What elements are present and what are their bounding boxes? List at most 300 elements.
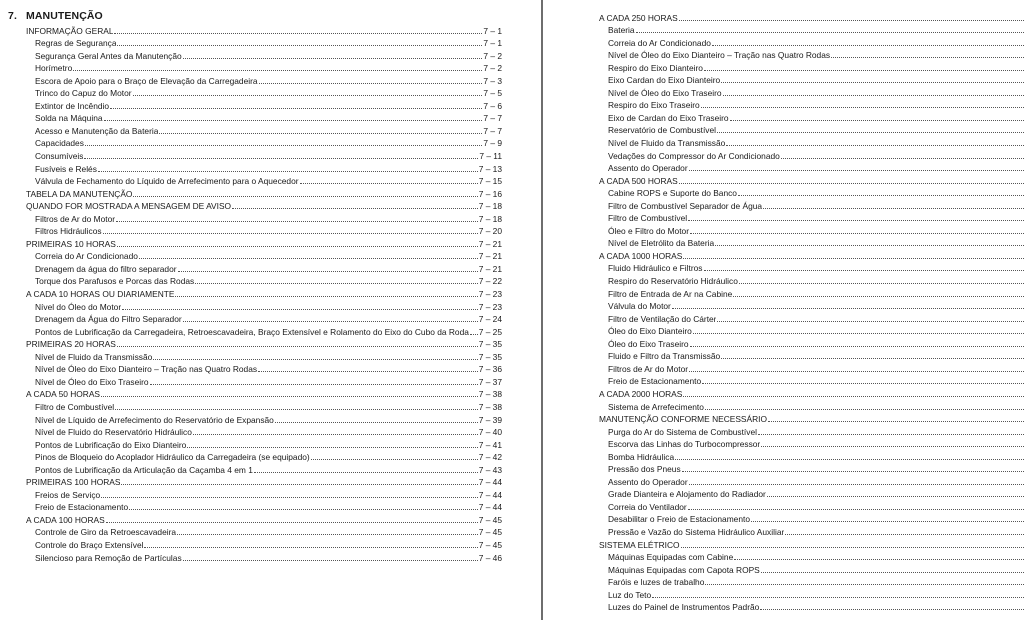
toc-entry[interactable] bbox=[26, 537, 502, 550]
dot-leader bbox=[723, 95, 1024, 96]
dot-leader bbox=[768, 421, 1024, 422]
dot-leader bbox=[734, 559, 1024, 560]
toc-page-number: 7 – 45 bbox=[478, 527, 502, 538]
toc-entry-label: Drenagem da Água do Filtro Separador bbox=[35, 314, 182, 325]
dot-leader bbox=[683, 258, 1024, 259]
toc-section-entry[interactable] bbox=[26, 387, 502, 400]
dot-leader bbox=[689, 484, 1024, 485]
toc-entry-label: Bateria bbox=[608, 25, 635, 36]
toc-entry[interactable] bbox=[26, 36, 502, 49]
dot-leader bbox=[254, 472, 478, 473]
dot-leader bbox=[690, 346, 1024, 347]
toc-entry-label: Óleo do Eixo Traseiro bbox=[608, 338, 689, 349]
toc-entry-label: Controle do Braço Extensível bbox=[35, 539, 144, 550]
dot-leader bbox=[682, 471, 1024, 472]
dot-leader bbox=[672, 308, 1024, 309]
toc-entry[interactable] bbox=[599, 60, 1024, 73]
toc-entry[interactable] bbox=[599, 98, 1024, 111]
toc-page-number: 7 – 21 bbox=[478, 251, 502, 262]
dot-leader bbox=[133, 196, 477, 197]
toc-entry[interactable] bbox=[26, 412, 502, 425]
dot-leader bbox=[133, 95, 483, 96]
toc-section-entry[interactable] bbox=[599, 537, 1024, 550]
toc-entry-label: Correia do Ar Condicionado bbox=[608, 37, 711, 48]
toc-section-entry[interactable] bbox=[26, 23, 502, 36]
toc-entry-label: Pontos de Lubrificação do Eixo Dianteiro bbox=[35, 439, 187, 450]
toc-entry-label: Filtro de Combustível bbox=[608, 213, 688, 224]
dot-leader bbox=[114, 33, 482, 34]
toc-entry[interactable] bbox=[26, 61, 502, 74]
toc-entry[interactable] bbox=[26, 462, 502, 475]
toc-entry[interactable] bbox=[599, 186, 1024, 199]
dot-leader bbox=[717, 132, 1024, 133]
toc-entry[interactable] bbox=[26, 362, 502, 375]
dot-leader bbox=[139, 258, 478, 259]
toc-entry-label: Torque dos Parafusos e Porcas das Rodas bbox=[35, 276, 195, 287]
toc-entry-label: Segurança Geral Antes da Manutenção bbox=[35, 50, 182, 61]
dot-leader bbox=[726, 145, 1024, 146]
toc-entry-label: Nível de Fluido do Reservatório Hidráulico bbox=[35, 427, 192, 438]
toc-entry-label: Nível de Óleo do Eixo Dianteiro – Tração nas Quatro Rodas bbox=[35, 364, 258, 375]
toc-entry[interactable] bbox=[599, 449, 1024, 462]
toc-page-number: 7 – 37 bbox=[478, 376, 502, 387]
toc-entry-label: Pressão e Vazão do Sistema Hidráulico Auxiliar bbox=[608, 526, 785, 537]
toc-entry[interactable] bbox=[26, 161, 502, 174]
dot-leader bbox=[688, 509, 1024, 510]
dot-leader bbox=[117, 246, 478, 247]
dot-leader bbox=[275, 422, 478, 423]
toc-entry-label: Bomba Hidráulica bbox=[608, 451, 675, 462]
toc-entry-label: Controle de Giro da Retroescavadeira bbox=[35, 527, 177, 538]
dot-leader bbox=[470, 334, 478, 335]
chapter-heading bbox=[8, 10, 103, 22]
toc-entry[interactable] bbox=[599, 524, 1024, 537]
toc-entry[interactable] bbox=[599, 135, 1024, 148]
dot-leader bbox=[104, 120, 483, 121]
toc-entry[interactable] bbox=[599, 487, 1024, 500]
dot-leader bbox=[175, 296, 477, 297]
toc-entry-label: Escorva das Linhas do Turbocompressor bbox=[608, 439, 761, 450]
toc-entry[interactable] bbox=[26, 274, 502, 287]
toc-section-entry[interactable] bbox=[599, 248, 1024, 261]
toc-page-number: 7 – 18 bbox=[478, 201, 502, 212]
toc-entry[interactable] bbox=[26, 324, 502, 337]
toc-entry-label: Solda na Máquina bbox=[35, 113, 103, 124]
toc-entry-label: Filtros de Ar do Motor bbox=[608, 363, 689, 374]
toc-entry-label: Nível de Fluido da Transmissão bbox=[608, 138, 726, 149]
toc-entry-label: Óleo do Eixo Dianteiro bbox=[608, 326, 692, 337]
toc-entry[interactable] bbox=[599, 512, 1024, 525]
toc-section-entry[interactable] bbox=[599, 386, 1024, 399]
dot-leader bbox=[101, 396, 478, 397]
toc-entry-label: Óleo e Filtro do Motor bbox=[608, 225, 689, 236]
toc-entry-label: Assento do Operador bbox=[608, 476, 688, 487]
dot-leader bbox=[761, 572, 1024, 573]
toc-page-number: 7 – 39 bbox=[478, 414, 502, 425]
toc-page-number: 7 – 44 bbox=[478, 502, 502, 513]
toc-entry[interactable] bbox=[599, 211, 1024, 224]
dot-leader bbox=[689, 170, 1024, 171]
dot-leader bbox=[636, 32, 1024, 33]
toc-entry[interactable] bbox=[599, 336, 1024, 349]
dot-leader bbox=[831, 57, 1024, 58]
toc-entry-label: A CADA 50 HORAS bbox=[26, 389, 101, 400]
toc-entry-label: A CADA 100 HORAS bbox=[26, 514, 105, 525]
dot-leader bbox=[652, 597, 1024, 598]
toc-entry[interactable] bbox=[26, 148, 502, 161]
toc-entry[interactable] bbox=[26, 86, 502, 99]
toc-entry[interactable] bbox=[599, 600, 1024, 613]
toc-page-number: 7 – 44 bbox=[478, 477, 502, 488]
toc-entry[interactable] bbox=[26, 211, 502, 224]
toc-entry-label: Faróis e luzes de trabalho bbox=[608, 577, 705, 588]
toc-entry[interactable] bbox=[26, 437, 502, 450]
toc-entry[interactable] bbox=[26, 450, 502, 463]
toc-entry[interactable] bbox=[599, 399, 1024, 412]
toc-entry[interactable] bbox=[599, 35, 1024, 48]
toc-page-number: 7 – 11 bbox=[479, 151, 502, 162]
toc-page-number: 7 – 1 bbox=[483, 38, 502, 49]
toc-entry[interactable] bbox=[599, 299, 1024, 312]
toc-entry-label: Sistema de Arrefecimento bbox=[608, 401, 704, 412]
dot-leader bbox=[117, 45, 482, 46]
toc-section-entry[interactable] bbox=[26, 475, 502, 488]
dot-leader bbox=[675, 459, 1024, 460]
dot-leader bbox=[129, 509, 478, 510]
dot-leader bbox=[704, 70, 1024, 71]
dot-leader bbox=[259, 83, 483, 84]
dot-leader bbox=[767, 496, 1024, 497]
toc-entry[interactable] bbox=[599, 349, 1024, 362]
toc-entry[interactable] bbox=[599, 311, 1024, 324]
toc-entry-label: Respiro do Eixo Traseiro bbox=[608, 100, 700, 111]
toc-entry-label: A CADA 500 HORAS bbox=[599, 175, 678, 186]
toc-page-number: 7 – 1 bbox=[483, 25, 502, 36]
dot-leader bbox=[715, 245, 1024, 246]
toc-page-number: 7 – 7 bbox=[483, 113, 502, 124]
dot-leader bbox=[187, 447, 477, 448]
toc-entry[interactable] bbox=[599, 85, 1024, 98]
toc-page-number: 7 – 22 bbox=[478, 276, 502, 287]
toc-entry[interactable] bbox=[599, 499, 1024, 512]
toc-entry-label: INFORMAÇÃO GERAL bbox=[26, 25, 114, 36]
toc-entry-label: A CADA 10 HORAS OU DIARIAMENTE bbox=[26, 289, 175, 300]
dot-leader bbox=[702, 383, 1024, 384]
toc-entry-label: Purga do Ar do Sistema de Combustível bbox=[608, 426, 757, 437]
toc-entry[interactable] bbox=[599, 23, 1024, 36]
toc-entry-label: TABELA DA MANUTENÇÃO bbox=[26, 188, 133, 199]
toc-entry[interactable] bbox=[599, 437, 1024, 450]
dot-leader bbox=[781, 158, 1024, 159]
toc-entry-label: A CADA 1000 HORAS bbox=[599, 250, 683, 261]
dot-leader bbox=[178, 271, 478, 272]
dot-leader bbox=[689, 371, 1024, 372]
toc-entry-label: Filtro de Combustível Separador de Água bbox=[608, 200, 763, 211]
toc-entry[interactable] bbox=[599, 223, 1024, 236]
toc-page-number: 7 – 45 bbox=[478, 514, 502, 525]
dot-leader bbox=[730, 120, 1024, 121]
toc-entry[interactable] bbox=[599, 148, 1024, 161]
toc-entry-label: Nível de Óleo do Eixo Traseiro bbox=[35, 376, 149, 387]
toc-entry-label: Luzes do Painel de Instrumentos Padrão bbox=[608, 602, 760, 613]
toc-entry[interactable] bbox=[599, 273, 1024, 286]
toc-entry-label: PRIMEIRAS 10 HORAS bbox=[26, 238, 116, 249]
dot-leader bbox=[101, 497, 478, 498]
toc-entry-label: Cabine ROPS e Suporte do Banco bbox=[608, 188, 737, 199]
toc-entry[interactable] bbox=[599, 424, 1024, 437]
right-toc-list bbox=[599, 10, 1024, 612]
right-page bbox=[543, 0, 1024, 620]
toc-entry-label: Correia do Ar Condicionado bbox=[35, 251, 138, 262]
toc-entry-label: Correia do Ventilador bbox=[608, 501, 687, 512]
toc-page-number: 7 – 18 bbox=[478, 213, 502, 224]
toc-entry[interactable] bbox=[26, 349, 502, 362]
toc-entry[interactable] bbox=[599, 575, 1024, 588]
toc-page-number: 7 – 7 bbox=[483, 125, 502, 136]
toc-entry-label: Trinco do Capuz do Motor bbox=[35, 88, 132, 99]
toc-entry[interactable] bbox=[599, 110, 1024, 123]
toc-entry[interactable] bbox=[26, 399, 502, 412]
toc-page-number: 7 – 40 bbox=[478, 427, 502, 438]
toc-entry[interactable] bbox=[26, 299, 502, 312]
toc-entry-label: Extintor de Incêndio bbox=[35, 100, 110, 111]
toc-page-number: 7 – 6 bbox=[483, 100, 502, 111]
dot-leader bbox=[177, 534, 478, 535]
toc-entry-label: Nível de Fluido da Transmissão bbox=[35, 351, 153, 362]
toc-page-number: 7 – 35 bbox=[478, 339, 502, 350]
dot-leader bbox=[738, 195, 1024, 196]
toc-entry-label: Válvula do Motor bbox=[608, 301, 671, 312]
toc-entry-label: Regras de Segurança bbox=[35, 38, 117, 49]
toc-page-number: 7 – 3 bbox=[483, 75, 502, 86]
toc-entry-label: Filtro de Entrada de Ar na Cabine bbox=[608, 288, 733, 299]
toc-entry[interactable] bbox=[599, 587, 1024, 600]
toc-entry-label: Eixo Cardan do Eixo Dianteiro bbox=[608, 75, 721, 86]
dot-leader bbox=[183, 58, 483, 59]
toc-page-number: 7 – 43 bbox=[478, 464, 502, 475]
toc-page-number: 7 – 20 bbox=[478, 226, 502, 237]
toc-entry[interactable] bbox=[26, 98, 502, 111]
dot-leader bbox=[122, 309, 478, 310]
dot-leader bbox=[103, 233, 478, 234]
dot-leader bbox=[712, 45, 1024, 46]
dot-leader bbox=[760, 609, 1024, 610]
dot-leader bbox=[258, 371, 478, 372]
toc-entry-label: Escora de Apoio para o Braço de Elevação da Carregadeira bbox=[35, 75, 258, 86]
toc-entry[interactable] bbox=[599, 324, 1024, 337]
dot-leader bbox=[739, 283, 1024, 284]
toc-entry-label: Fluido Hidráulico e Filtros bbox=[608, 263, 703, 274]
toc-entry[interactable] bbox=[26, 123, 502, 136]
dot-leader bbox=[84, 158, 478, 159]
toc-page-number: 7 – 35 bbox=[478, 351, 502, 362]
dot-leader bbox=[183, 560, 478, 561]
toc-entry-label: Respiro do Eixo Dianteiro bbox=[608, 62, 703, 73]
toc-section-entry[interactable] bbox=[599, 173, 1024, 186]
toc-page-number: 7 – 5 bbox=[483, 88, 502, 99]
toc-entry[interactable] bbox=[599, 73, 1024, 86]
toc-page-number: 7 – 36 bbox=[478, 364, 502, 375]
toc-entry-label: Máquinas Equipadas com Cabine bbox=[608, 552, 734, 563]
toc-page-number: 7 – 45 bbox=[478, 539, 502, 550]
toc-entry-label: Eixo de Cardan do Eixo Traseiro bbox=[608, 112, 729, 123]
toc-entry[interactable] bbox=[599, 123, 1024, 136]
toc-entry-label: Freio de Estacionamento bbox=[35, 502, 129, 513]
dot-leader bbox=[110, 108, 482, 109]
toc-section-entry[interactable] bbox=[26, 186, 502, 199]
toc-entry-label: Fluido e Filtro da Transmissão bbox=[608, 351, 721, 362]
toc-page-number: 7 – 24 bbox=[478, 314, 502, 325]
dot-leader bbox=[721, 358, 1024, 359]
toc-section-entry[interactable] bbox=[26, 286, 502, 299]
dot-leader bbox=[681, 547, 1024, 548]
dot-leader bbox=[758, 434, 1024, 435]
toc-section-entry[interactable] bbox=[26, 199, 502, 212]
toc-entry-label: Reservatório de Combustível bbox=[608, 125, 716, 136]
dot-leader bbox=[144, 547, 477, 548]
toc-page-number: 7 – 41 bbox=[478, 439, 502, 450]
toc-page-number: 7 – 2 bbox=[483, 63, 502, 74]
toc-entry-label: PRIMEIRAS 100 HORAS bbox=[26, 477, 121, 488]
toc-entry[interactable] bbox=[26, 136, 502, 149]
toc-entry[interactable] bbox=[26, 174, 502, 187]
toc-entry-label: Filtro de Combustível bbox=[35, 401, 115, 412]
toc-entry[interactable] bbox=[599, 462, 1024, 475]
toc-entry-label: Filtros de Ar do Motor bbox=[35, 213, 116, 224]
dot-leader bbox=[683, 396, 1024, 397]
toc-entry[interactable] bbox=[26, 487, 502, 500]
toc-section-entry[interactable] bbox=[26, 236, 502, 249]
toc-entry[interactable] bbox=[599, 236, 1024, 249]
toc-entry[interactable] bbox=[26, 550, 502, 563]
toc-entry[interactable] bbox=[599, 374, 1024, 387]
toc-entry[interactable] bbox=[26, 525, 502, 538]
toc-entry[interactable] bbox=[599, 361, 1024, 374]
dot-leader bbox=[701, 107, 1024, 108]
dot-leader bbox=[183, 321, 478, 322]
dot-leader bbox=[195, 283, 477, 284]
toc-page-number: 7 – 23 bbox=[478, 301, 502, 312]
toc-entry-label: Pressão dos Pneus bbox=[608, 464, 681, 475]
toc-entry-label: Filtro de Ventilação do Cárter bbox=[608, 313, 717, 324]
toc-page-number: 7 – 23 bbox=[478, 289, 502, 300]
toc-entry-label: Consumíveis bbox=[35, 151, 84, 162]
toc-page-number: 7 – 42 bbox=[478, 452, 502, 463]
dot-leader bbox=[688, 220, 1024, 221]
toc-entry-label: PRIMEIRAS 20 HORAS bbox=[26, 339, 116, 350]
toc-entry-label: Silencioso para Remoção de Partículas bbox=[35, 552, 182, 563]
dot-leader bbox=[705, 584, 1024, 585]
toc-entry[interactable] bbox=[26, 374, 502, 387]
dot-leader bbox=[117, 346, 478, 347]
toc-entry[interactable] bbox=[26, 249, 502, 262]
toc-page-number: 7 – 9 bbox=[483, 138, 502, 149]
toc-page-number: 7 – 46 bbox=[478, 552, 502, 563]
toc-entry[interactable] bbox=[599, 48, 1024, 61]
toc-section-entry[interactable] bbox=[599, 412, 1024, 425]
toc-entry-label: Freios de Serviço bbox=[35, 489, 101, 500]
dot-leader bbox=[763, 208, 1024, 209]
dot-leader bbox=[300, 183, 478, 184]
dot-leader bbox=[232, 208, 478, 209]
dot-leader bbox=[751, 521, 1024, 522]
toc-entry-label: SISTEMA ELÉTRICO bbox=[599, 539, 680, 550]
dot-leader bbox=[311, 459, 478, 460]
dot-leader bbox=[116, 221, 478, 222]
dot-leader bbox=[679, 20, 1024, 21]
toc-entry[interactable] bbox=[26, 312, 502, 325]
toc-page-number: 7 – 21 bbox=[478, 263, 502, 274]
toc-entry-label: Luz do Teto bbox=[608, 589, 652, 600]
dot-leader bbox=[693, 333, 1024, 334]
toc-entry[interactable] bbox=[26, 73, 502, 86]
toc-entry-label: Válvula de Fechamento do Líquido de Arrefecimento para o Aquecedor bbox=[35, 176, 299, 187]
toc-entry-label: Assento do Operador bbox=[608, 163, 688, 174]
dot-leader bbox=[121, 484, 477, 485]
dot-leader bbox=[721, 82, 1024, 83]
toc-entry-label: A CADA 250 HORAS bbox=[599, 12, 678, 23]
toc-entry-label: Fusíveis e Relés bbox=[35, 163, 97, 174]
dot-leader bbox=[73, 70, 482, 71]
toc-entry-label: Desabilitar o Freio de Estacionamento bbox=[608, 514, 750, 525]
dot-leader bbox=[115, 409, 478, 410]
toc-entry[interactable] bbox=[26, 261, 502, 274]
toc-entry-label: Acesso e Manutenção da Bateria bbox=[35, 125, 159, 136]
dot-leader bbox=[153, 359, 477, 360]
toc-entry[interactable] bbox=[26, 111, 502, 124]
toc-section-entry[interactable] bbox=[26, 512, 502, 525]
toc-entry[interactable] bbox=[599, 161, 1024, 174]
toc-entry-label: Nível de Eletrólito da Bateria bbox=[608, 238, 715, 249]
toc-entry-label: Filtros Hidráulicos bbox=[35, 226, 102, 237]
toc-page-number: 7 – 44 bbox=[478, 489, 502, 500]
dot-leader bbox=[98, 171, 478, 172]
toc-entry-label: Freio de Estacionamento bbox=[608, 376, 702, 387]
toc-entry-label: Respiro do Reservatório Hidráulico bbox=[608, 276, 738, 287]
toc-section-entry[interactable] bbox=[599, 10, 1024, 23]
toc-entry-label: Nível de Líquido de Arrefecimento do Reservatório de Expansão bbox=[35, 414, 274, 425]
toc-entry-label: Nível do Óleo do Motor bbox=[35, 301, 122, 312]
toc-entry[interactable] bbox=[599, 286, 1024, 299]
toc-page-number: 7 – 21 bbox=[478, 238, 502, 249]
dot-leader bbox=[785, 534, 1024, 535]
toc-page-number: 7 – 38 bbox=[478, 401, 502, 412]
toc-entry-label: Pinos de Bloqueio do Acoplador Hidráulico da Carregadeira (se equipado) bbox=[35, 452, 310, 463]
dot-leader bbox=[717, 321, 1024, 322]
toc-entry-label: Pontos de Lubrificação da Articulação da Caçamba 4 em 1 bbox=[35, 464, 253, 475]
toc-entry[interactable] bbox=[26, 48, 502, 61]
toc-entry[interactable] bbox=[599, 550, 1024, 563]
toc-page-number: 7 – 16 bbox=[478, 188, 502, 199]
toc-entry-label: Capacidades bbox=[35, 138, 84, 149]
toc-entry[interactable] bbox=[26, 425, 502, 438]
toc-entry[interactable] bbox=[599, 562, 1024, 575]
toc-entry-label: Drenagem da água do filtro separador bbox=[35, 263, 177, 274]
toc-section-entry[interactable] bbox=[26, 337, 502, 350]
toc-entry[interactable] bbox=[26, 500, 502, 513]
dot-leader bbox=[733, 296, 1024, 297]
dot-leader bbox=[106, 522, 478, 523]
toc-entry[interactable] bbox=[26, 224, 502, 237]
left-toc-list bbox=[26, 23, 502, 563]
toc-entry-label: Pontos de Lubrificação da Carregadeira, Retroescavadeira, Braço Extensível e Rolamento do Eixo do Cubo da Roda bbox=[35, 326, 469, 337]
toc-entry[interactable] bbox=[599, 261, 1024, 274]
toc-entry-label: MANUTENÇÃO CONFORME NECESSÁRIO bbox=[599, 414, 767, 425]
toc-entry[interactable] bbox=[599, 474, 1024, 487]
toc-page-number: 7 – 13 bbox=[478, 163, 502, 174]
dot-leader bbox=[705, 409, 1024, 410]
toc-entry[interactable] bbox=[599, 198, 1024, 211]
